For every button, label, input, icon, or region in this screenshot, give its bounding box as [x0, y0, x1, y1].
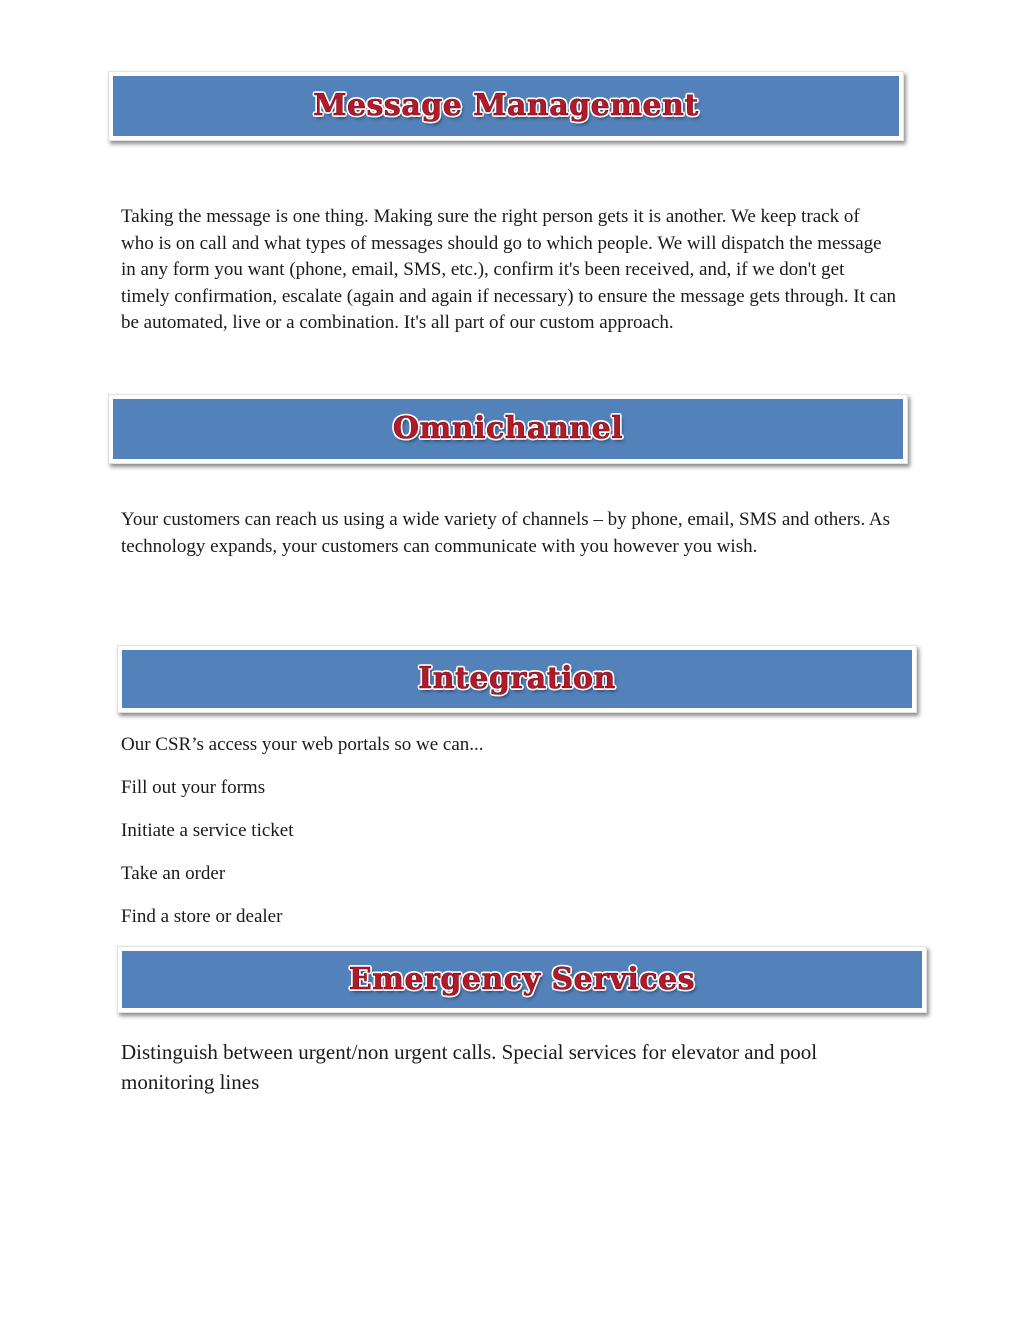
integration-banner	[117, 645, 917, 713]
integration-intro: Our CSR’s access your web portals so we can...	[121, 734, 484, 755]
emergency-services-banner	[117, 946, 927, 1013]
omnichannel-heading: Omnichannel	[392, 411, 624, 446]
integration-item-forms: Fill out your forms	[121, 777, 266, 798]
message-management-heading: Message Management	[313, 88, 699, 123]
integration-item-store: Find a store or dealer	[121, 906, 283, 927]
emergency-services-text: Distinguish between urgent/non urgent calls. Special services for elevator and pool monitoring lines	[121, 1040, 818, 1094]
message-management-text: Taking the message is one thing. Making sure the right person gets it is another. We keep track of who is on call and what types of messages should go to which people. We will dispatch the message in any form you want (phone, email, SMS, etc.), confirm it's been received, and, if we don't get timely confirmation, escalate (again and again if necessary) to ensure the message gets through. It can be automated, live or a combination. It's all part of our custom approach.	[121, 206, 897, 333]
emergency-services-banner-fill	[122, 951, 922, 1008]
omnichannel-banner	[108, 394, 908, 464]
integration-item-service-ticket: Initiate a service ticket	[121, 820, 294, 841]
omnichannel-text: Your customers can reach us using a wide variety of channels – by phone, email, SMS and others. As technology expands, your customers can communicate with you however you wish.	[121, 509, 891, 557]
integration-item-order: Take an order	[121, 863, 226, 884]
message-management-banner-fill	[113, 76, 899, 136]
message-management-banner	[108, 71, 904, 141]
emergency-services-heading: Emergency Services	[348, 961, 696, 997]
omnichannel-banner-fill	[113, 399, 903, 459]
integration-heading: Integration	[418, 661, 616, 696]
integration-banner-fill	[122, 650, 912, 708]
